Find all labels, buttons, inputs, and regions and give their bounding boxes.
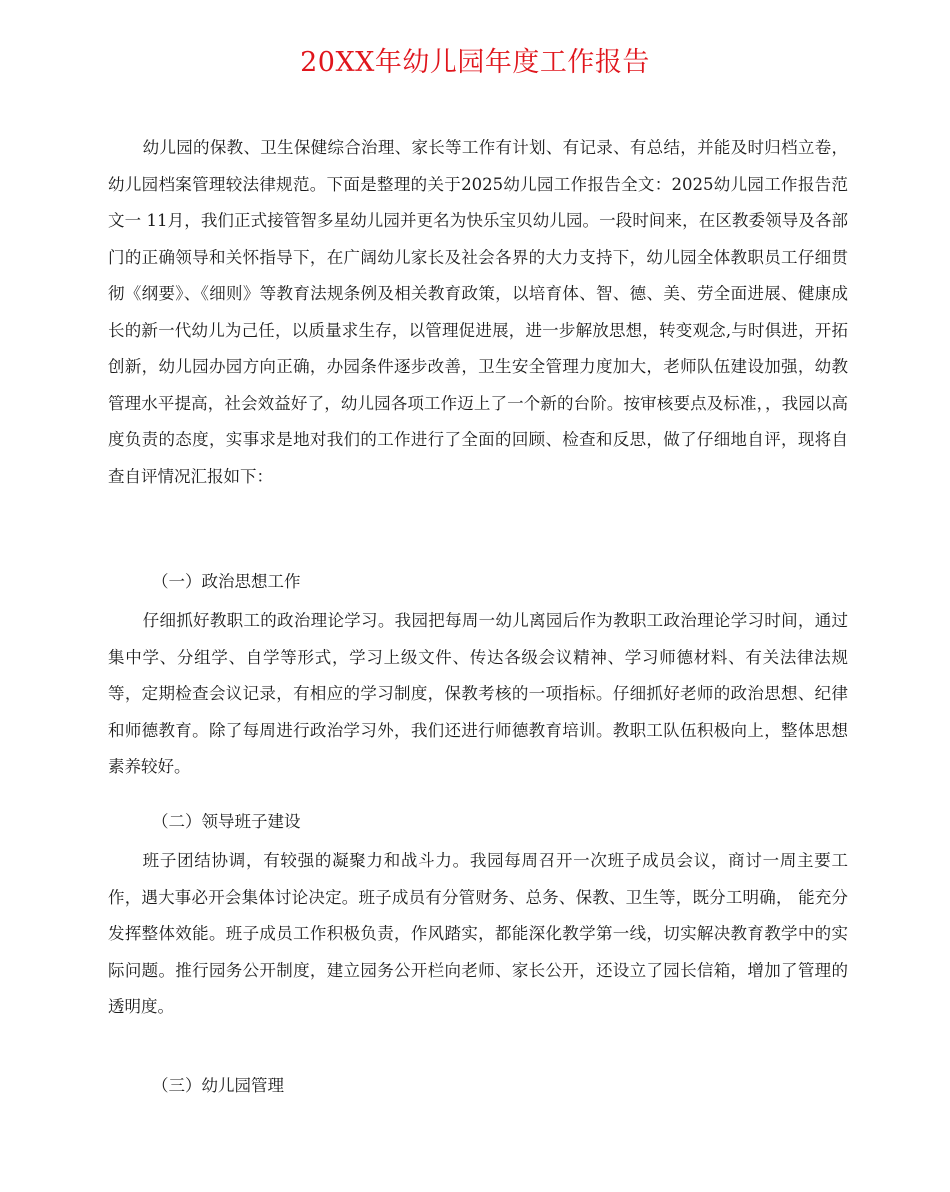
section-heading-leadership: （二）领导班子建设 (152, 812, 301, 831)
intro-paragraph: 幼儿园的保教、卫生保健综合治理、家长等工作有计划、有记录、有总结，并能及时归档立卷，幼儿园档案管理较法律规范。下面是整理的关于2025幼儿园工作报告全文：2025幼儿园工作报告范文一 11月，我们正式接管智多星幼儿园并更名为快乐宝贝幼儿园。一段时间来，在区教委领导及各部门的正确领导和关怀指导下，在广阔幼儿家长及社会各界的大力支持下，幼儿园全体教职员工仔细贯彻《纲要》、《细则》等教育法规条例及相关教育政策，以培育体、智、德、美、劳全面进展、健康成长的新一代幼儿为己任，以质量求生存，以管理促进展，进一步解放思想，转变观念,与时俱进，开拓创新，幼儿园办园方向正确，办园条件逐步改善，卫生安全管理力度加大，老师队伍建设加强，幼教管理水平提高，社会效益好了，幼儿园各项工作迈上了一个新的台阶。按审核要点及标准，，我园以高度负责的态度，实事求是地对我们的工作进行了全面的回顾、检查和反思，做了仔细地自评，现将自查自评情况汇报如下： (108, 138, 848, 486)
section-heading-management: （三）幼儿园管理 (152, 1076, 284, 1095)
section-body-political: 仔细抓好教职工的政治理论学习。我园把每周一幼儿离园后作为教职工政治理论学习时间，通过集中学、分组学、自学等形式，学习上级文件、传达各级会议精神、学习师德材料、有关法律法规等，定期检查会议记录，有相应的学习制度，保教考核的一项指标。仔细抓好老师的政治思想、纪律和师德教育。除了每周进行政治学习外，我们还进行师德教育培训。教职工队伍积极向上，整体思想素养较好。 (108, 611, 848, 776)
document-title: 20XX年幼儿园年度工作报告 (300, 47, 650, 78)
section-heading-political: （一）政治思想工作 (152, 572, 301, 591)
section-body-leadership: 班子团结协调，有较强的凝聚力和战斗力。我园每周召开一次班子成员会议，商讨一周主要工作，遇大事必开会集体讨论决定。班子成员有分管财务、总务、保教、卫生等，既分工明确， 能充分发挥整体效能。班子成员工作积极负责，作风踏实，都能深化教学第一线，切实解决教育教学中的实际问题。推行园务公开制度，建立园务公开栏向老师、家长公开，还设立了园长信箱，增加了管理的透明度。 (108, 851, 848, 1016)
